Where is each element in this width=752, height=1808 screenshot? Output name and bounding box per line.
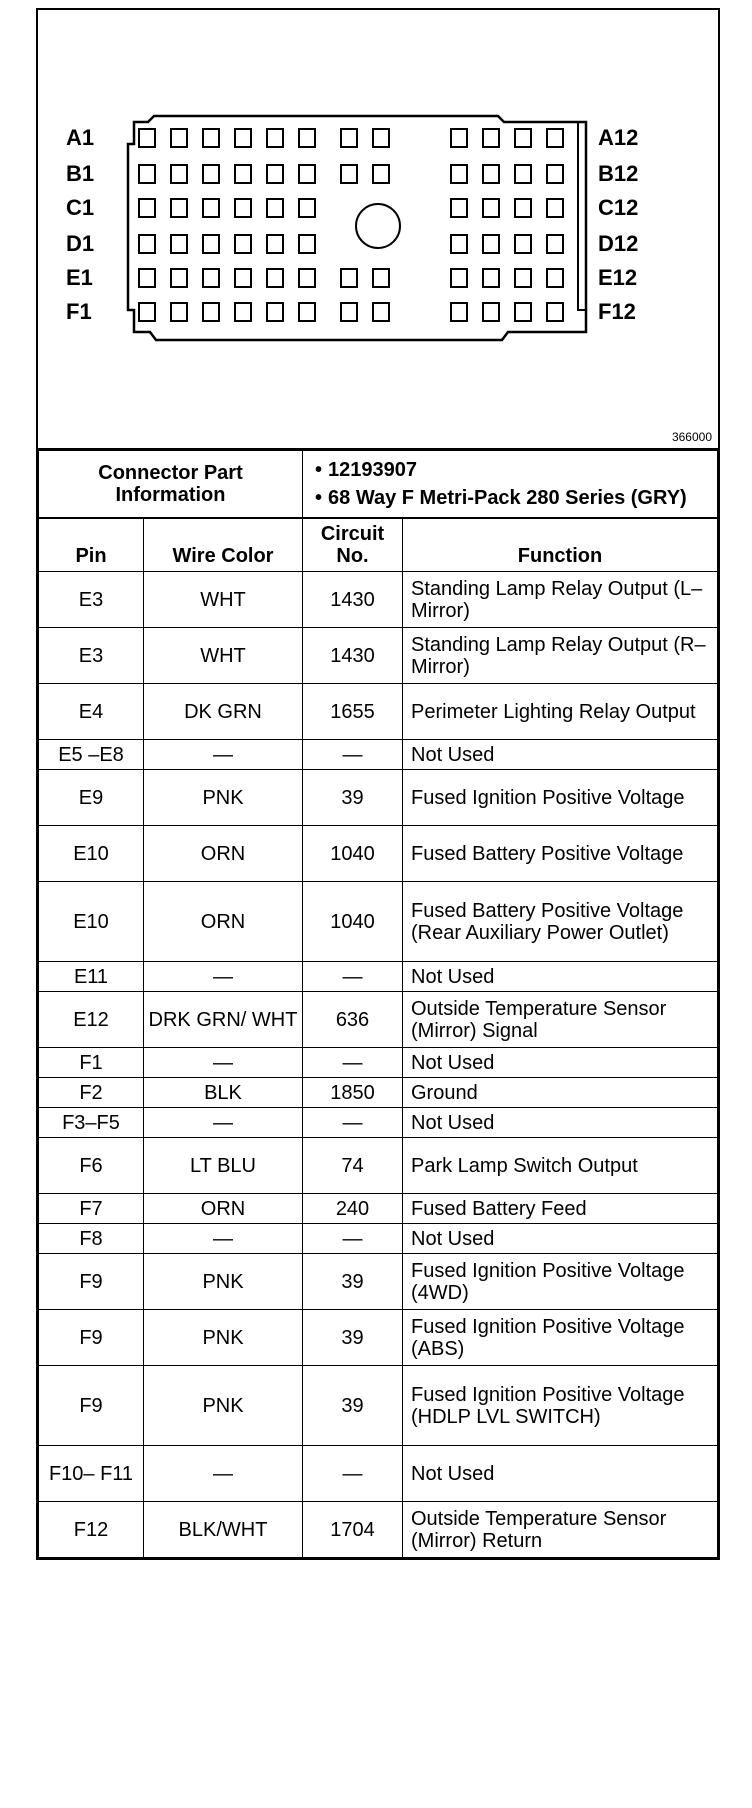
pin-cavity: [515, 165, 531, 183]
table-row: [39, 1224, 718, 1254]
row-label-left: E1: [66, 265, 93, 290]
connector-info-table: [38, 450, 718, 518]
circuit-cell: 39: [303, 1254, 403, 1310]
pin-cavity: [547, 199, 563, 217]
pin-cell: F12: [39, 1502, 144, 1558]
pin-cavity: [299, 269, 315, 287]
circuit-cell: 1040: [303, 826, 403, 882]
table-row: [39, 572, 718, 628]
circuit-cell: 1704: [303, 1502, 403, 1558]
pin-cavity: [203, 129, 219, 147]
function-cell: Fused Ignition Positive Voltage (ABS): [403, 1310, 718, 1366]
pin-cavity: [203, 303, 219, 321]
row-label-left: A1: [66, 125, 95, 150]
wire-color-cell: —: [144, 1446, 303, 1502]
pin-cavity: [267, 165, 283, 183]
table-row: [39, 1078, 718, 1108]
pin-cavity: [515, 303, 531, 321]
pin-cavity: [547, 269, 563, 287]
function-cell: Ground: [403, 1078, 718, 1108]
pin-cavity: [267, 303, 283, 321]
row-label-left: F1: [66, 299, 92, 324]
pin-cavity: [373, 303, 389, 321]
table-row: [39, 1194, 718, 1224]
circuit-cell: 1850: [303, 1078, 403, 1108]
pin-cell: F3–F5: [39, 1108, 144, 1138]
pin-cavity: [139, 165, 155, 183]
pin-cavity: [235, 165, 251, 183]
row-label-right: E12: [598, 265, 638, 290]
pin-cell: F10– F11: [39, 1446, 144, 1502]
pin-cavity: [373, 165, 389, 183]
pin-cavity: [171, 269, 187, 287]
pin-cell: E9: [39, 770, 144, 826]
pin-cavity: [483, 269, 499, 287]
pin-cavity: [515, 269, 531, 287]
circuit-cell: 1655: [303, 684, 403, 740]
table-row: [39, 1254, 718, 1310]
pin-cavity: [299, 303, 315, 321]
pin-cavity: [547, 165, 563, 183]
table-row: [39, 826, 718, 882]
pin-cavity: [235, 129, 251, 147]
table-row: [39, 1108, 718, 1138]
pin-cavity: [483, 235, 499, 253]
pin-cell: F9: [39, 1254, 144, 1310]
pin-cavity: [139, 269, 155, 287]
function-cell: Fused Ignition Positive Voltage: [403, 770, 718, 826]
table-row: [39, 1446, 718, 1502]
wire-color-cell: BLK: [144, 1078, 303, 1108]
row-label-left: C1: [66, 195, 95, 220]
pin-cavity: [451, 199, 467, 217]
wire-color-cell: PNK: [144, 1254, 303, 1310]
wire-color-cell: ORN: [144, 826, 303, 882]
connector-diagram: [38, 10, 718, 450]
pin-cavity: [483, 199, 499, 217]
row-label-right: B12: [598, 161, 639, 186]
pin-cavity: [235, 235, 251, 253]
pin-cell: E10: [39, 826, 144, 882]
row-label-right: D12: [598, 231, 639, 256]
pin-cavity: [451, 303, 467, 321]
header-function: Function: [403, 519, 718, 572]
function-cell: Fused Battery Positive Voltage (Rear Auxiliary Power Outlet): [403, 882, 718, 962]
circuit-cell: 74: [303, 1138, 403, 1194]
pin-cavity: [139, 235, 155, 253]
circuit-cell: 1430: [303, 572, 403, 628]
pin-cavity: [203, 199, 219, 217]
pin-cavity: [267, 269, 283, 287]
table-row: [39, 962, 718, 992]
connector-info-list: [303, 451, 718, 518]
pin-cavity: [267, 199, 283, 217]
wire-color-cell: DK GRN: [144, 684, 303, 740]
function-cell: Standing Lamp Relay Output (R–Mirror): [403, 628, 718, 684]
wire-color-cell: BLK/WHT: [144, 1502, 303, 1558]
row-label-left: D1: [66, 231, 95, 256]
pin-cavity: [341, 165, 357, 183]
function-cell: Not Used: [403, 740, 718, 770]
table-row: [39, 684, 718, 740]
function-cell: Fused Ignition Positive Voltage (HDLP LVL SWITCH): [403, 1366, 718, 1446]
function-cell: Perimeter Lighting Relay Output: [403, 684, 718, 740]
pin-cavity: [547, 303, 563, 321]
pin-cavity: [451, 129, 467, 147]
table-row: [39, 1310, 718, 1366]
connector-sheet: [36, 8, 720, 1560]
pin-cavity: [203, 235, 219, 253]
pin-cavity: [341, 129, 357, 147]
wire-color-cell: DRK GRN/ WHT: [144, 992, 303, 1048]
table-row: [39, 740, 718, 770]
pin-cavity: [299, 165, 315, 183]
pin-cell: F2: [39, 1078, 144, 1108]
pin-cavity: [171, 165, 187, 183]
pin-cavity: [171, 235, 187, 253]
wire-color-cell: PNK: [144, 770, 303, 826]
pin-cell: F8: [39, 1224, 144, 1254]
pin-cell: E5 –E8: [39, 740, 144, 770]
table-row: [39, 1366, 718, 1446]
pin-cavity: [451, 235, 467, 253]
header-circuit-no: Circuit No.: [303, 519, 403, 572]
wire-color-cell: —: [144, 962, 303, 992]
header-pin: Pin: [39, 519, 144, 572]
wire-color-cell: ORN: [144, 882, 303, 962]
pin-cell: F7: [39, 1194, 144, 1224]
function-cell: Outside Temperature Sensor (Mirror) Signal: [403, 992, 718, 1048]
table-row: [39, 1138, 718, 1194]
wire-color-cell: PNK: [144, 1366, 303, 1446]
connector-info-title: Connector Part Information: [39, 451, 303, 518]
wire-color-cell: LT BLU: [144, 1138, 303, 1194]
table-row: [39, 1048, 718, 1078]
pin-cavity: [203, 165, 219, 183]
pin-cavity: [483, 303, 499, 321]
connector-info-item: • 12193907: [315, 459, 417, 481]
table-row: [39, 628, 718, 684]
table-row: [39, 882, 718, 962]
figure-number: 366000: [671, 430, 712, 444]
pin-cavity: [299, 199, 315, 217]
circuit-cell: 39: [303, 1366, 403, 1446]
circuit-cell: 1430: [303, 628, 403, 684]
function-cell: Fused Battery Positive Voltage: [403, 826, 718, 882]
row-label-right: F12: [598, 299, 636, 324]
circuit-cell: 39: [303, 770, 403, 826]
pin-cavity: [203, 269, 219, 287]
circuit-cell: —: [303, 1446, 403, 1502]
wire-color-cell: —: [144, 1224, 303, 1254]
circuit-cell: —: [303, 1048, 403, 1078]
center-boss: [356, 204, 400, 248]
pin-cavity: [547, 129, 563, 147]
pin-cavity: [299, 235, 315, 253]
circuit-cell: 39: [303, 1310, 403, 1366]
pin-cavity: [451, 165, 467, 183]
pin-cell: E11: [39, 962, 144, 992]
pin-cavity: [547, 235, 563, 253]
pin-cell: F9: [39, 1366, 144, 1446]
function-cell: Not Used: [403, 1224, 718, 1254]
pin-cell: E10: [39, 882, 144, 962]
pin-cavity: [139, 129, 155, 147]
pin-cavity: [267, 235, 283, 253]
wire-color-cell: ORN: [144, 1194, 303, 1224]
pin-cavity: [483, 165, 499, 183]
circuit-cell: —: [303, 1108, 403, 1138]
function-cell: Fused Ignition Positive Voltage (4WD): [403, 1254, 718, 1310]
wire-color-cell: WHT: [144, 628, 303, 684]
pinout-table: [38, 518, 718, 1558]
pin-cavity: [171, 303, 187, 321]
pin-cavity: [139, 199, 155, 217]
function-cell: Fused Battery Feed: [403, 1194, 718, 1224]
table-row: [39, 1502, 718, 1558]
circuit-cell: —: [303, 1224, 403, 1254]
circuit-cell: —: [303, 962, 403, 992]
function-cell: Standing Lamp Relay Output (L–Mirror): [403, 572, 718, 628]
table-row: [39, 770, 718, 826]
function-cell: Not Used: [403, 1446, 718, 1502]
row-label-right: C12: [598, 195, 639, 220]
function-cell: Not Used: [403, 1048, 718, 1078]
pin-cavity: [171, 129, 187, 147]
circuit-cell: —: [303, 740, 403, 770]
pin-cell: E3: [39, 628, 144, 684]
row-label-right: A12: [598, 125, 639, 150]
pin-cavity: [373, 129, 389, 147]
function-cell: Not Used: [403, 962, 718, 992]
circuit-cell: 636: [303, 992, 403, 1048]
header-wire-color: Wire Color: [144, 519, 303, 572]
pin-cavity: [451, 269, 467, 287]
pin-cell: E12: [39, 992, 144, 1048]
pin-cavity: [483, 129, 499, 147]
function-cell: Park Lamp Switch Output: [403, 1138, 718, 1194]
pin-cavity: [373, 269, 389, 287]
wire-color-cell: —: [144, 1048, 303, 1078]
pin-cavity: [341, 269, 357, 287]
pin-cavity: [267, 129, 283, 147]
pin-cavity: [515, 129, 531, 147]
connector-face-drawing: [38, 10, 718, 448]
pin-cavity: [235, 269, 251, 287]
pin-cavity: [299, 129, 315, 147]
wire-color-cell: PNK: [144, 1310, 303, 1366]
pin-cell: F9: [39, 1310, 144, 1366]
pin-cavity: [171, 199, 187, 217]
function-cell: Outside Temperature Sensor (Mirror) Return: [403, 1502, 718, 1558]
wire-color-cell: —: [144, 1108, 303, 1138]
pin-cavity: [139, 303, 155, 321]
pin-cavity: [235, 303, 251, 321]
circuit-cell: 1040: [303, 882, 403, 962]
connector-info-item: • 68 Way F Metri-Pack 280 Series (GRY): [315, 487, 687, 509]
function-cell: Not Used: [403, 1108, 718, 1138]
pin-cell: E3: [39, 572, 144, 628]
table-row: [39, 992, 718, 1048]
pin-cavity: [515, 199, 531, 217]
wire-color-cell: WHT: [144, 572, 303, 628]
pin-cell: F1: [39, 1048, 144, 1078]
pin-cavity: [341, 303, 357, 321]
wire-color-cell: —: [144, 740, 303, 770]
circuit-cell: 240: [303, 1194, 403, 1224]
pin-cell: F6: [39, 1138, 144, 1194]
pin-cavity: [515, 235, 531, 253]
pin-cell: E4: [39, 684, 144, 740]
pin-cavity: [235, 199, 251, 217]
row-label-left: B1: [66, 161, 95, 186]
